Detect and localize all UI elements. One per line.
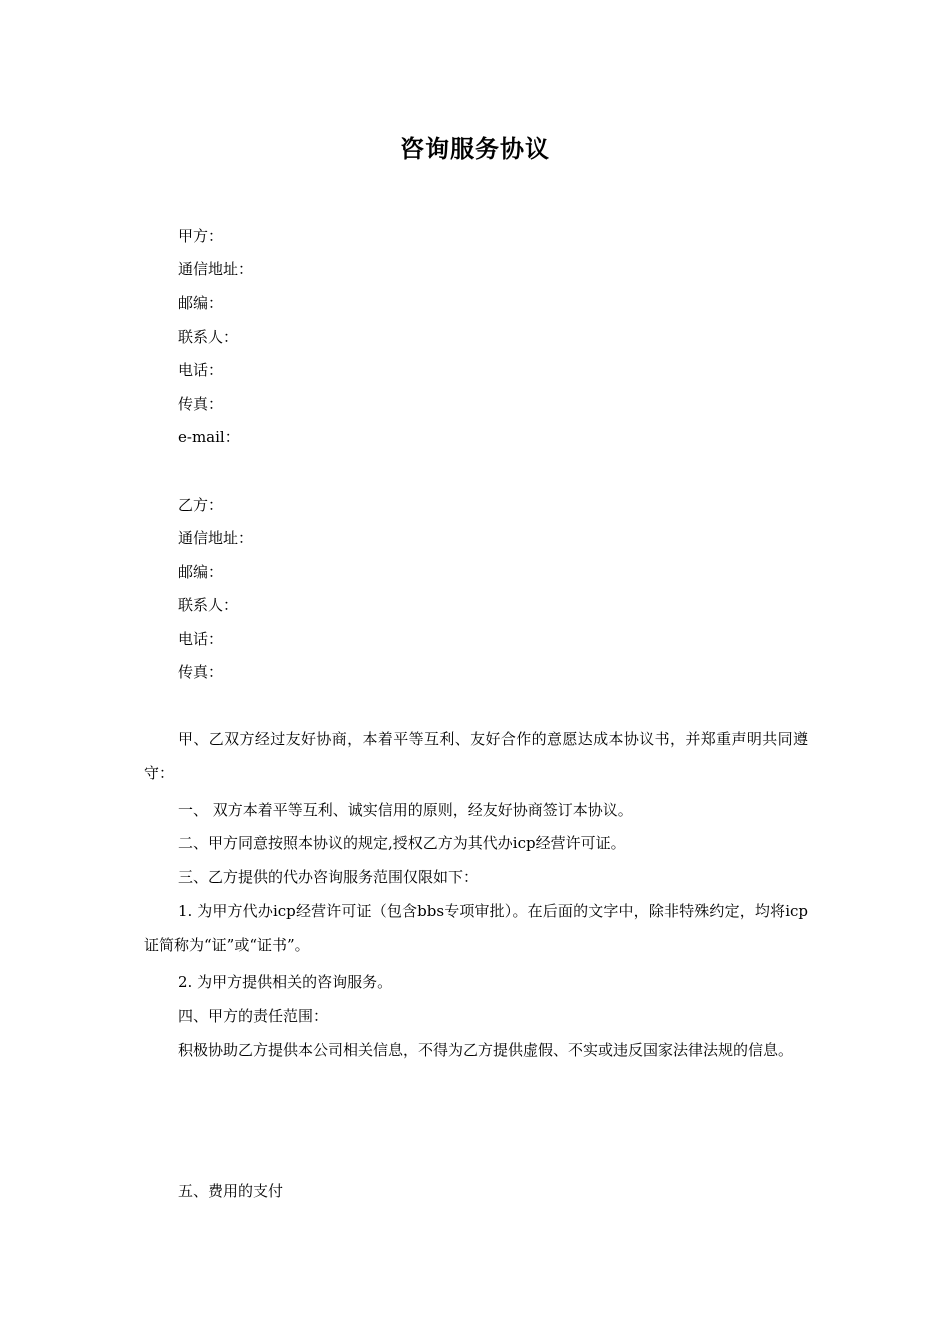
party-b-contact: 联系人： (178, 596, 239, 614)
clause-3: 三、乙方提供的代办咨询服务范围仅限如下： (178, 868, 479, 886)
party-b-label: 乙方： (178, 496, 224, 514)
party-a-postcode: 邮编： (178, 294, 224, 312)
clause-3-item-1: 1. 为甲方代办icp经营许可证（包含bbs专项审批）。在后面的文字中，除非特殊约定，均将icp证简称为“证”或“证书”。 (144, 902, 808, 954)
party-a-phone: 电话： (178, 361, 224, 379)
party-a-email: e-mail： (178, 428, 240, 446)
intro-paragraph: 甲、乙双方经过友好协商，本着平等互利、友好合作的意愿达成本协议书，并郑重声明共同遵守： (144, 730, 808, 782)
document-title: 咨询服务协议 (400, 134, 550, 163)
clause-4: 四、甲方的责任范围： (178, 1007, 329, 1025)
party-b-fax: 传真： (178, 663, 224, 681)
party-b-address: 通信地址： (178, 529, 254, 547)
clause-1: 一、 双方本着平等互利、诚实信用的原则，经友好协商签订本协议。 (178, 801, 633, 819)
party-a-contact: 联系人： (178, 328, 239, 346)
clause-2: 二、甲方同意按照本协议的规定,授权乙方为其代办icp经营许可证。 (178, 834, 626, 852)
clause-5: 五、费用的支付 (178, 1182, 284, 1200)
clause-3-item-2: 2. 为甲方提供相关的咨询服务。 (178, 973, 393, 991)
clause-4-text: 积极协助乙方提供本公司相关信息，不得为乙方提供虚假、不实或违反国家法律法规的信息。 (178, 1041, 794, 1059)
party-b-phone: 电话： (178, 630, 224, 648)
party-a-label: 甲方： (178, 227, 224, 245)
party-a-address: 通信地址： (178, 260, 254, 278)
party-b-postcode: 邮编： (178, 563, 224, 581)
party-a-fax: 传真： (178, 395, 224, 413)
